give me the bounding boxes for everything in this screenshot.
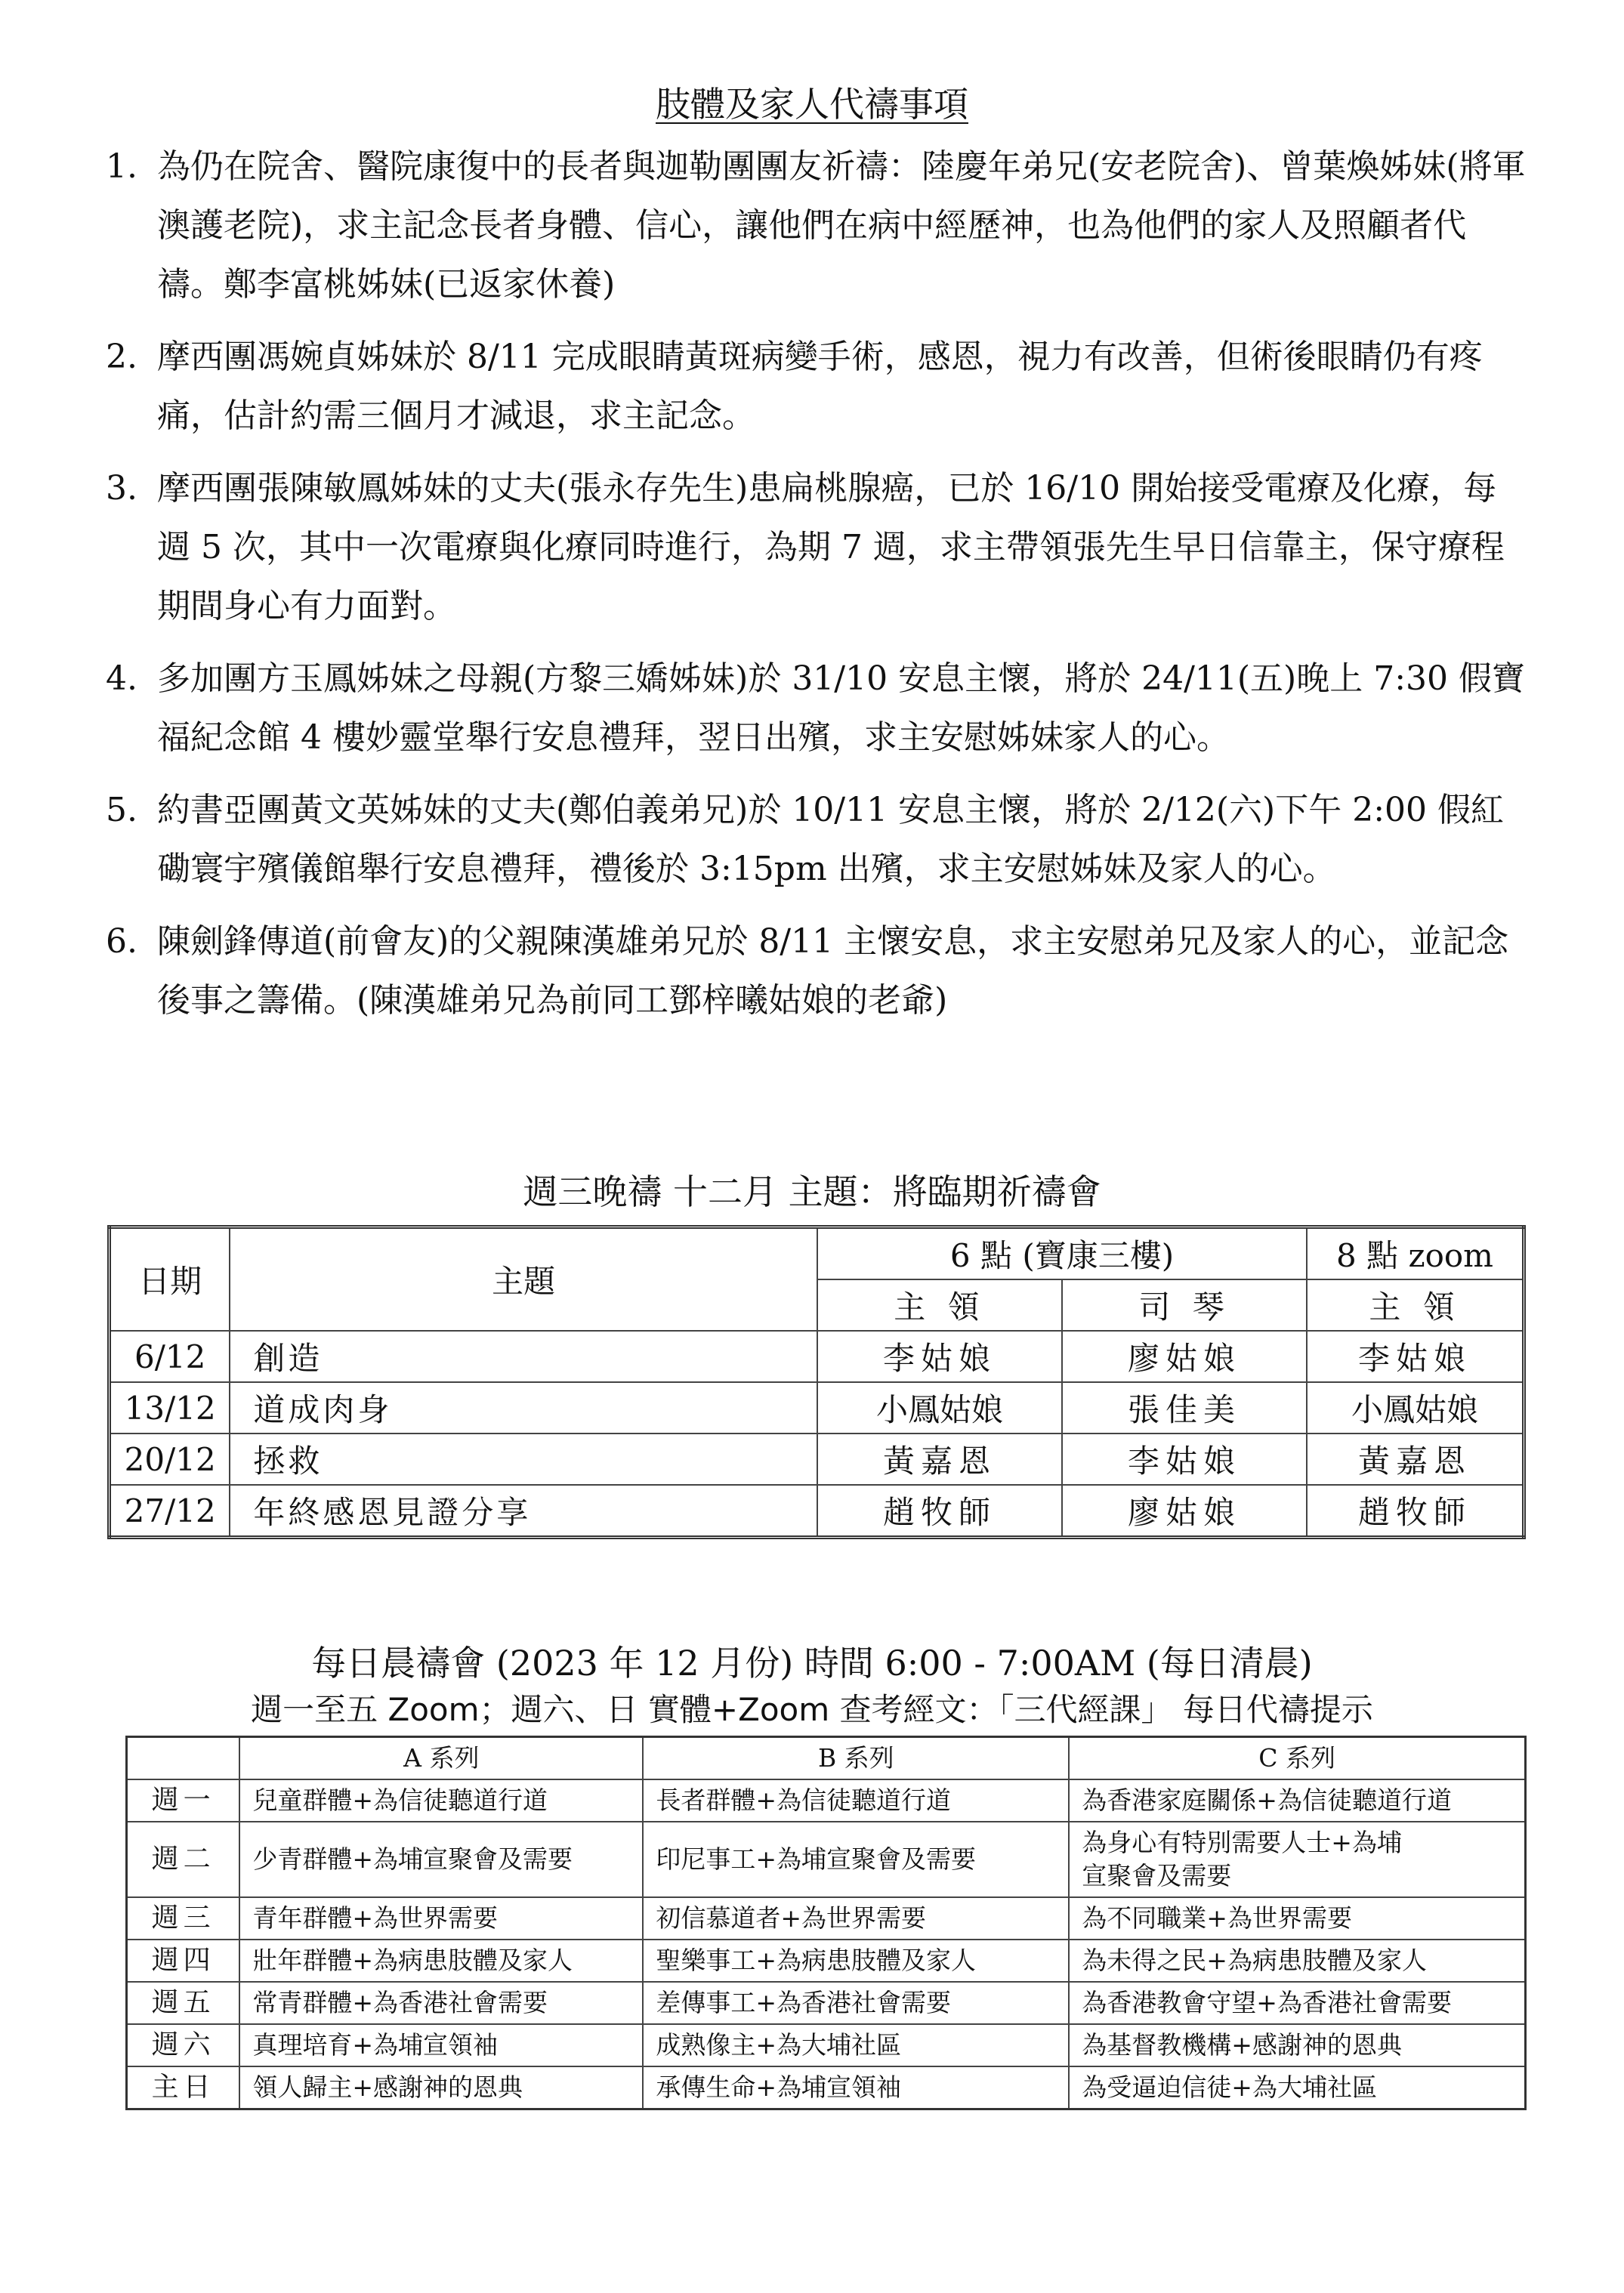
piano-cell: 廖姑娘 (1062, 1485, 1307, 1538)
section3-title: 每日晨禱會 (2023 年 12 月份) 時間 6:00 - 7:00AM (每日清晨) (311, 1643, 1313, 1683)
series-a-cell: 常青群體+為香港社會需要 (239, 1982, 643, 2024)
table-row (110, 1331, 1524, 1382)
table-row (127, 1982, 1526, 2024)
series-b-cell: 差傳事工+為香港社會需要 (643, 1982, 1069, 2024)
morning-prayer-table (125, 1736, 1527, 2110)
lead-8pm-cell: 黃嘉恩 (1307, 1434, 1524, 1485)
section2-title: 週三晚禱 十二月 主題：將臨期祈禱會 (523, 1171, 1101, 1212)
header-lead-6pm: 主 領 (817, 1279, 1062, 1331)
header-topic: 主題 (230, 1227, 817, 1332)
prayer-item-text: 摩西團馮婉貞姊妹於 8/11 完成眼睛黃斑病變手術，感恩，視力有改善，但術後眼睛仍有疼痛，估計約需三個月才減退，求主記念。 (157, 338, 1483, 435)
series-c-cell: 為香港家庭關係+為信徒聽道行道 (1069, 1779, 1525, 1822)
table-row (127, 2066, 1526, 2109)
topic-cell: 創造 (230, 1331, 817, 1382)
lead-6pm-cell: 趙牧師 (817, 1485, 1062, 1538)
series-b-cell: 初信慕道者+為世界需要 (643, 1897, 1069, 1940)
series-b-cell: 長者群體+為信徒聽道行道 (643, 1779, 1069, 1822)
header-blank (127, 1737, 240, 1780)
day-cell: 週三 (127, 1897, 240, 1940)
series-a-cell: 兒童群體+為信徒聽道行道 (239, 1779, 643, 1822)
series-b-cell: 承傳生命+為埔宣領袖 (643, 2066, 1069, 2109)
series-c-cell: 為受逼迫信徒+為大埔社區 (1069, 2066, 1525, 2109)
series-c-cell: 為身心有特別需要人士+為埔宣聚會及需要 (1069, 1822, 1525, 1897)
table-row (127, 1822, 1526, 1897)
prayer-item-text: 摩西團張陳敏鳳姊妹的丈夫(張永存先生)患扁桃腺癌，已於 16/10 開始接受電療及化療，每週 5 次，其中一次電療與化療同時進行，為期 7 週，求主帶領張先生早日信靠主，保守療程期間身心有力面對。 (157, 469, 1505, 625)
series-a-cell: 青年群體+為世界需要 (239, 1897, 643, 1940)
prayer-item-text: 陳劍鋒傳道(前會友)的父親陳漢雄弟兄於 8/11 主懷安息，求主安慰弟兄及家人的心，並記念後事之籌備。(陳漢雄弟兄為前同工鄧梓曦姑娘的老爺) (157, 922, 1509, 1020)
topic-cell: 拯救 (230, 1434, 817, 1485)
table-row (110, 1382, 1524, 1434)
header-series-c: C 系列 (1069, 1737, 1525, 1780)
date-cell: 6/12 (110, 1331, 230, 1382)
section3-subtitle: 週一至五 Zoom；週六、日 實體+Zoom 查考經文：「三代經課」 每日代禱提示 (251, 1691, 1373, 1728)
wednesday-prayer-table (107, 1225, 1526, 1539)
piano-cell: 張佳美 (1062, 1382, 1307, 1434)
header-8pm-group: 8 點 zoom (1307, 1227, 1524, 1280)
date-cell: 13/12 (110, 1382, 230, 1434)
header-lead-8pm: 主 領 (1307, 1279, 1524, 1331)
day-cell: 週五 (127, 1982, 240, 2024)
series-a-cell: 少青群體+為埔宣聚會及需要 (239, 1822, 643, 1897)
lead-6pm-cell: 黃嘉恩 (817, 1434, 1062, 1485)
series-b-cell: 聖樂事工+為病患肢體及家人 (643, 1940, 1069, 1982)
table-row (127, 2024, 1526, 2066)
series-a-cell: 真理培育+為埔宣領袖 (239, 2024, 643, 2066)
series-c-cell: 為不同職業+為世界需要 (1069, 1897, 1525, 1940)
prayer-item-text: 約書亞團黃文英姊妹的丈夫(鄭伯義弟兄)於 10/11 安息主懷，將於 2/12(六)下午 2:00 假紅磡寰宇殯儀館舉行安息禮拜，禮後於 3:15pm 出殯，求主安慰姊妹及家人的心。 (157, 791, 1505, 888)
lead-6pm-cell: 小鳳姑娘 (817, 1382, 1062, 1434)
table-row (127, 1897, 1526, 1940)
prayer-item (106, 650, 1526, 767)
header-6pm-group: 6 點 (寶康三樓) (817, 1227, 1307, 1280)
day-cell: 週二 (127, 1822, 240, 1897)
prayer-item-number: 5. (106, 791, 137, 829)
table-row (110, 1485, 1524, 1538)
series-c-cell: 為香港教會守望+為香港社會需要 (1069, 1982, 1525, 2024)
prayer-item-number: 3. (106, 469, 137, 508)
prayer-item-number: 2. (106, 338, 137, 376)
series-a-cell: 壯年群體+為病患肢體及家人 (239, 1940, 643, 1982)
date-cell: 27/12 (110, 1485, 230, 1538)
date-cell: 20/12 (110, 1434, 230, 1485)
prayer-list (106, 137, 1526, 1044)
section1-title (0, 82, 1624, 127)
prayer-item (106, 328, 1526, 446)
header-series-b: B 系列 (643, 1737, 1069, 1780)
lead-8pm-cell: 李姑娘 (1307, 1331, 1524, 1382)
topic-cell: 道成肉身 (230, 1382, 817, 1434)
series-c-cell: 為未得之民+為病患肢體及家人 (1069, 1940, 1525, 1982)
series-c-cell: 為基督教機構+感謝神的恩典 (1069, 2024, 1525, 2066)
prayer-item (106, 912, 1526, 1030)
series-b-cell: 成熟像主+為大埔社區 (643, 2024, 1069, 2066)
prayer-item (106, 137, 1526, 314)
day-cell: 週四 (127, 1940, 240, 1982)
day-cell: 週一 (127, 1779, 240, 1822)
prayer-item (106, 459, 1526, 636)
table-header-row (110, 1227, 1524, 1280)
header-series-a: A 系列 (239, 1737, 643, 1780)
table-row (110, 1434, 1524, 1485)
prayer-item-number: 6. (106, 922, 137, 961)
header-piano-6pm: 司 琴 (1062, 1279, 1307, 1331)
prayer-item (106, 781, 1526, 899)
prayer-item-text: 為仍在院舍、醫院康復中的長者與迦勒團團友祈禱：陸慶年弟兄(安老院舍)、曾葉煥姊妹(將軍澳護老院)，求主記念長者身體、信心，讓他們在病中經歷神，也為他們的家人及照顧者代禱。鄭李富桃姊妹(已返家休養) (157, 147, 1526, 304)
section1-title-text: 肢體及家人代禱事項 (656, 84, 968, 125)
series-a-cell: 領人歸主+感謝神的恩典 (239, 2066, 643, 2109)
lead-8pm-cell: 趙牧師 (1307, 1485, 1524, 1538)
table-row (127, 1940, 1526, 1982)
day-cell: 週六 (127, 2024, 240, 2066)
day-cell: 主日 (127, 2066, 240, 2109)
table-header-row (127, 1737, 1526, 1780)
prayer-item-number: 1. (106, 147, 137, 186)
table-row (127, 1779, 1526, 1822)
prayer-item-text: 多加團方玉鳳姊妹之母親(方黎三嬌姊妹)於 31/10 安息主懷，將於 24/11(五)晚上 7:30 假寶福紀念館 4 樓妙靈堂舉行安息禮拜，翌日出殯，求主安慰姊妹家人的心。 (157, 659, 1526, 757)
series-b-cell: 印尼事工+為埔宣聚會及需要 (643, 1822, 1069, 1897)
prayer-item-number: 4. (106, 659, 137, 698)
piano-cell: 李姑娘 (1062, 1434, 1307, 1485)
topic-cell: 年終感恩見證分享 (230, 1485, 817, 1538)
piano-cell: 廖姑娘 (1062, 1331, 1307, 1382)
header-date: 日期 (110, 1227, 230, 1332)
lead-8pm-cell: 小鳳姑娘 (1307, 1382, 1524, 1434)
lead-6pm-cell: 李姑娘 (817, 1331, 1062, 1382)
